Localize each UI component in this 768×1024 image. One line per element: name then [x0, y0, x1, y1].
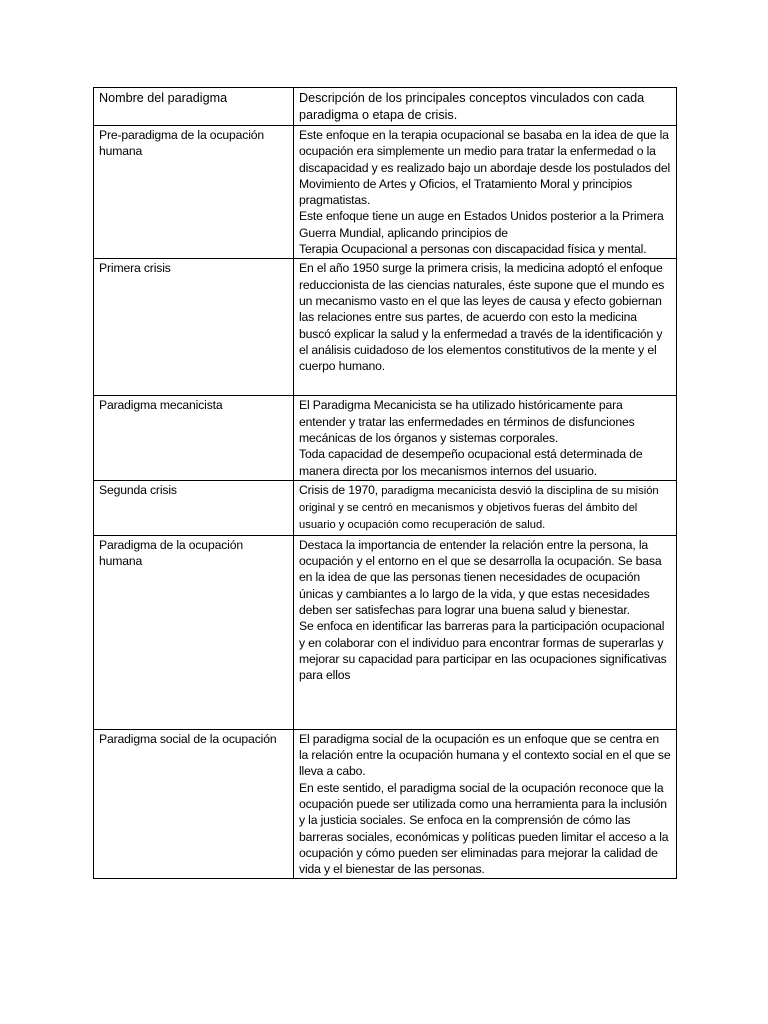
description-text: paradigma mecanicista desvió la disciplina de su misión original y se centró en mecanismos y objetivos fueras del ámbito del usuario y ocupación como recuperación de salud. [299, 484, 659, 532]
description-paragraph: Este enfoque en la terapia ocupacional se basaba en la idea de que la ocupación era simplemente un medio para tratar la enfermedad o la discapacidad y es realizado bajo un abordaje desde los postulados del Movimiento de Artes y Oficios, el Tratamiento Moral y principios pragmatistas. [299, 128, 671, 208]
paradigm-description-cell [294, 126, 677, 259]
description-paragraph: Se enfoca en identificar las barreras para la participación ocupacional y en colaborar con el individuo para encontrar formas de superarlas y mejorar su capacidad para participar en las ocupaciones significativas para ellos [299, 619, 667, 683]
description-paragraph: En el año 1950 surge la primera crisis, la medicina adoptó el enfoque reduccionista de las ciencias naturales, éste supone que el mundo es un mecanismo vasto en el que las leyes de causa y efecto gobiernan las relaciones entre sus partes, de acuerdo con esto la medicina buscó explicar la salud y la enfermedad a través de la identificación y el análisis cuidadoso de los elementos constitutivos de la mente y el cuerpo humano. [299, 261, 665, 374]
paradigms-table [93, 87, 677, 879]
header-description-cell: Descripción de los principales conceptos vinculados con cada paradigma o etapa de crisis. [294, 88, 677, 126]
header-name-cell: Nombre del paradigma [94, 88, 294, 126]
description-lead: Crisis de 1970, [299, 482, 379, 497]
paradigm-description-cell [294, 729, 677, 879]
paradigm-name-cell: Paradigma de la ocupación humana [94, 535, 294, 729]
paradigm-description-cell [294, 535, 677, 729]
paradigm-name-cell: Pre-paradigma de la ocupación humana [94, 126, 294, 259]
paradigm-name-cell: Primera crisis [94, 259, 294, 396]
table-header-row [94, 88, 677, 126]
paradigm-description-cell [294, 259, 677, 396]
table-row [94, 396, 677, 480]
table-row [94, 729, 677, 879]
paradigm-name-cell: Segunda crisis [94, 480, 294, 535]
paradigm-name-cell: Paradigma social de la ocupación [94, 729, 294, 879]
paradigm-name-cell: Paradigma mecanicista [94, 396, 294, 480]
description-paragraph: Este enfoque tiene un auge en Estados Unidos posterior a la Primera Guerra Mundial, aplicando principios de [299, 209, 664, 240]
description-paragraph: El paradigma social de la ocupación es un enfoque que se centra en la relación entre la ocupación humana y el contexto social en el que se lleva a cabo. [299, 731, 671, 779]
description-paragraph: El Paradigma Mecanicista se ha utilizado históricamente para entender y tratar las enfermedades en términos de disfunciones mecánicas de los órganos y sistemas corporales. [299, 398, 635, 445]
paradigm-description-cell [294, 480, 677, 535]
description-paragraph: Terapia Ocupacional a personas con discapacidad física y mental. [299, 242, 647, 257]
table-row [94, 480, 677, 535]
description-paragraph: En este sentido, el paradigma social de la ocupación reconoce que la ocupación puede ser utilizada como una herramienta para la inclusión y la justicia sociales. Se enfoca en la comprensión de cómo las barreras sociales, económicas y políticas pueden limitar el acceso a la ocupación y cómo pueden ser eliminadas para mejorar la calidad de vida y el bienestar de las personas. [299, 780, 669, 877]
table-row [94, 259, 677, 396]
table-row [94, 535, 677, 729]
description-paragraph: Toda capacidad de desempeño ocupacional está determinada de manera directa por los mecanismos internos del usuario. [299, 447, 643, 478]
description-paragraph: Destaca la importancia de entender la relación entre la persona, la ocupación y el entorno en el que se desarrolla la ocupación. Se basa en la idea de que las personas tienen necesidades de ocupación únicas y cambiantes a lo largo de la vida, y que estas necesidades deben ser satisfechas para lograr una buena salud y bienestar. [299, 537, 662, 617]
paradigm-description-cell [294, 396, 677, 480]
table-row [94, 126, 677, 259]
